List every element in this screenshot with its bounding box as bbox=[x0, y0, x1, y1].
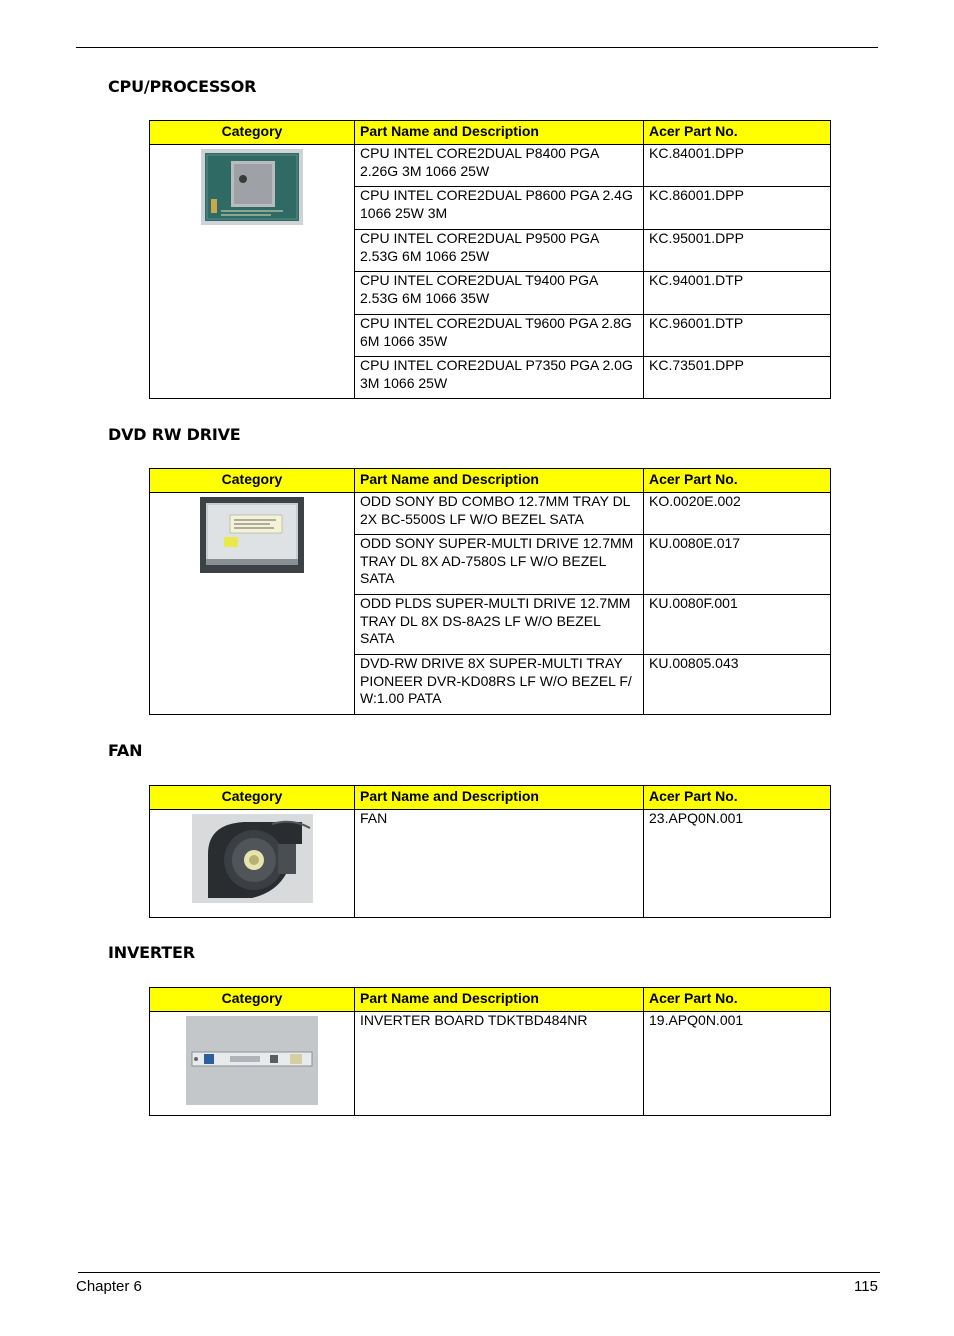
header-part-name: Part Name and Description bbox=[355, 469, 644, 493]
dvd-parts-table bbox=[149, 468, 831, 715]
header-part-name: Part Name and Description bbox=[355, 121, 644, 145]
table-row bbox=[150, 1012, 831, 1116]
section-title-fan: FAN bbox=[108, 741, 143, 760]
header-part-no: Acer Part No. bbox=[644, 121, 831, 145]
part-number: KU.0080F.001 bbox=[644, 595, 831, 655]
part-number: KO.0020E.002 bbox=[644, 493, 831, 535]
part-description: CPU INTEL CORE2DUAL P9500 PGA 2.53G 6M 1066 25W bbox=[355, 230, 644, 272]
header-part-no: Acer Part No. bbox=[644, 988, 831, 1012]
header-rule bbox=[76, 47, 878, 48]
inverter-parts-table bbox=[149, 987, 831, 1116]
table-header-row bbox=[150, 786, 831, 810]
part-number: KC.94001.DTP bbox=[644, 272, 831, 315]
section-title-cpu: CPU/PROCESSOR bbox=[108, 77, 257, 96]
part-number: KC.84001.DPP bbox=[644, 145, 831, 187]
category-cell bbox=[150, 810, 355, 918]
cpu-parts-table bbox=[149, 120, 831, 399]
header-category: Category bbox=[150, 786, 355, 810]
section-title-dvd: DVD RW DRIVE bbox=[108, 425, 241, 444]
part-description: CPU INTEL CORE2DUAL P8600 PGA 2.4G 1066 25W 3M bbox=[355, 187, 644, 230]
table-header-row bbox=[150, 121, 831, 145]
header-part-no: Acer Part No. bbox=[644, 469, 831, 493]
fan-parts-table bbox=[149, 785, 831, 918]
part-number: KC.96001.DTP bbox=[644, 315, 831, 357]
part-description: INVERTER BOARD TDKTBD484NR bbox=[355, 1012, 644, 1116]
table-row bbox=[150, 493, 831, 535]
part-description: CPU INTEL CORE2DUAL P7350 PGA 2.0G 3M 1066 25W bbox=[355, 357, 644, 399]
header-category: Category bbox=[150, 988, 355, 1012]
header-part-no: Acer Part No. bbox=[644, 786, 831, 810]
table-row bbox=[150, 145, 831, 187]
part-description: CPU INTEL CORE2DUAL P8400 PGA 2.26G 3M 1066 25W bbox=[355, 145, 644, 187]
section-title-inverter: INVERTER bbox=[108, 943, 195, 962]
footer-chapter: Chapter 6 bbox=[76, 1278, 142, 1295]
table-header-row bbox=[150, 988, 831, 1012]
optical-drive-photo bbox=[200, 497, 304, 573]
table-row bbox=[150, 810, 831, 918]
part-number: 19.APQ0N.001 bbox=[644, 1012, 831, 1116]
category-cell bbox=[150, 493, 355, 715]
category-cell bbox=[150, 1012, 355, 1116]
part-number: KC.95001.DPP bbox=[644, 230, 831, 272]
table-header-row bbox=[150, 469, 831, 493]
header-part-name: Part Name and Description bbox=[355, 988, 644, 1012]
part-number: KU.0080E.017 bbox=[644, 535, 831, 595]
fan-photo bbox=[192, 814, 313, 903]
category-cell bbox=[150, 145, 355, 399]
part-number: 23.APQ0N.001 bbox=[644, 810, 831, 918]
header-category: Category bbox=[150, 469, 355, 493]
inverter-board-photo bbox=[186, 1016, 318, 1105]
part-description: ODD SONY BD COMBO 12.7MM TRAY DL 2X BC-5500S LF W/O BEZEL SATA bbox=[355, 493, 644, 535]
cpu-chip-photo bbox=[201, 149, 303, 225]
part-description: FAN bbox=[355, 810, 644, 918]
part-description: CPU INTEL CORE2DUAL T9400 PGA 2.53G 6M 1066 35W bbox=[355, 272, 644, 315]
part-number: KC.86001.DPP bbox=[644, 187, 831, 230]
part-description: DVD-RW DRIVE 8X SUPER-MULTI TRAY PIONEER DVR-KD08RS LF W/O BEZEL F/ W:1.00 PATA bbox=[355, 655, 644, 715]
header-category: Category bbox=[150, 121, 355, 145]
part-number: KU.00805.043 bbox=[644, 655, 831, 715]
part-number: KC.73501.DPP bbox=[644, 357, 831, 399]
footer-page-number: 115 bbox=[854, 1278, 878, 1295]
header-part-name: Part Name and Description bbox=[355, 786, 644, 810]
part-description: ODD PLDS SUPER-MULTI DRIVE 12.7MM TRAY DL 8X DS-8A2S LF W/O BEZEL SATA bbox=[355, 595, 644, 655]
part-description: ODD SONY SUPER-MULTI DRIVE 12.7MM TRAY DL 8X AD-7580S LF W/O BEZEL SATA bbox=[355, 535, 644, 595]
footer-rule bbox=[78, 1272, 880, 1273]
part-description: CPU INTEL CORE2DUAL T9600 PGA 2.8G 6M 1066 35W bbox=[355, 315, 644, 357]
